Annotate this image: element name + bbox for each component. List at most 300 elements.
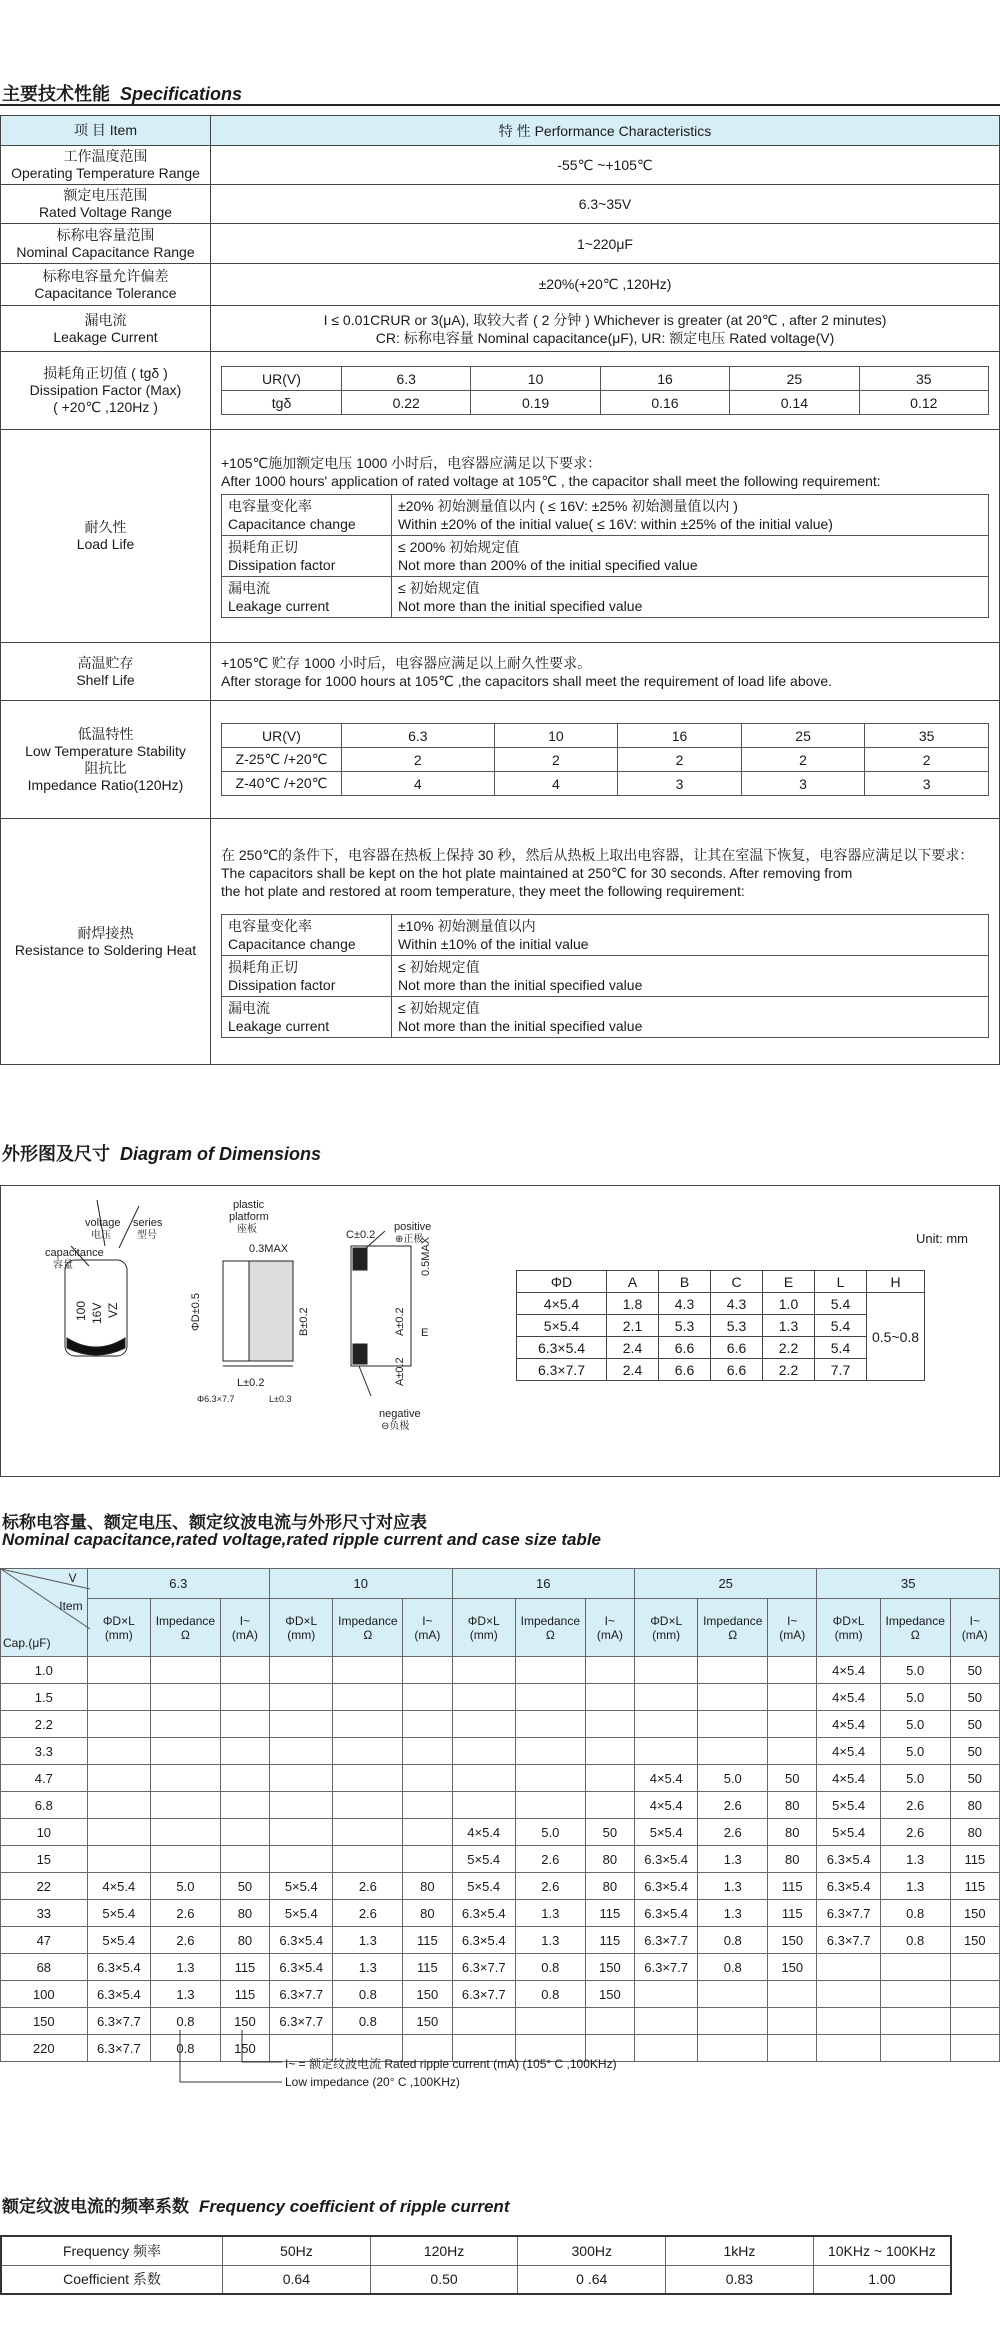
ripple-cell: [151, 1846, 221, 1873]
cap-cell: 3.3: [1, 1738, 88, 1765]
dim-a02b: A±0.2: [394, 1357, 406, 1386]
tol-cn: 标称电容量允许偏差: [42, 267, 169, 284]
dims-title: [2, 1140, 321, 1166]
ripple-cell: [87, 1765, 150, 1792]
subheader-d: ΦD×L (mm): [452, 1599, 515, 1657]
ripple-cell: [634, 1657, 697, 1684]
lts-header-row: [222, 724, 989, 748]
voltage-header: 6.3: [87, 1569, 269, 1599]
shelf-cn: 高温贮存: [77, 654, 134, 671]
ripple-cell: 1.3: [698, 1846, 768, 1873]
temp-en: Operating Temperature Range: [11, 165, 200, 181]
voltage-header: 10: [270, 1569, 452, 1599]
ripple-note-current: I~ = 额定纹波电流 Rated ripple current (mA) (105° C ,100KHz): [285, 2057, 617, 2071]
dimension-cell: 7.7: [815, 1359, 867, 1381]
requirement-key: [222, 955, 392, 996]
ripple-cell: [220, 1765, 269, 1792]
ripple-cell: 4×5.4: [634, 1765, 697, 1792]
ripple-cell: [333, 1711, 403, 1738]
ripple-cell: 2.6: [333, 1873, 403, 1900]
ripple-cell: 80: [768, 1819, 817, 1846]
ripple-cell: [270, 1819, 333, 1846]
df-cn: 损耗角正切值 ( tgδ ): [43, 365, 168, 381]
ripple-cell: [515, 1711, 585, 1738]
ripple-cell: 1.3: [333, 1927, 403, 1954]
freq-cell: 300Hz: [518, 2236, 666, 2265]
ripple-cell: 5.0: [151, 1873, 221, 1900]
dim-b02: B±0.2: [298, 1307, 310, 1336]
ripple-table: [0, 1568, 1000, 2062]
cap-cell: 68: [1, 1954, 88, 1981]
negative-leader: [359, 1366, 371, 1396]
ripple-cell: 1.3: [880, 1873, 950, 1900]
lts-row-40: [222, 772, 989, 796]
spec-row-leak: [1, 306, 1000, 352]
ripple-cell: [333, 1846, 403, 1873]
df-cell: 25: [730, 367, 859, 391]
subheader-imp: Impedance Ω: [151, 1599, 221, 1657]
df-header-row: [222, 367, 989, 391]
ripple-cell: [768, 2035, 817, 2062]
ripple-cell: 50: [950, 1738, 999, 1765]
cap-cell: 100: [1, 1981, 88, 2008]
requirement-value-en: Not more than the initial specified value: [398, 1017, 643, 1034]
ripple-cell: [220, 1738, 269, 1765]
ripple-cell: [403, 1738, 452, 1765]
ripple-cell: 0.8: [698, 1954, 768, 1981]
ripple-cell: [585, 1792, 634, 1819]
ripple-cell: 115: [585, 1927, 634, 1954]
ripple-cell: 1.3: [880, 1846, 950, 1873]
ripple-row: [1, 1792, 1000, 1819]
lts-cn1: 低温特性: [77, 725, 134, 742]
load-intro-en: After 1000 hours' application of rated voltage at 105℃ , the capacitor shall meet the following requirement:: [221, 473, 881, 489]
ripple-cell: 0.8: [151, 2035, 221, 2062]
negative-cn-label: ⊖负极: [381, 1421, 410, 1432]
ripple-cell: [403, 1684, 452, 1711]
ripple-cell: 6.3×7.7: [87, 2008, 150, 2035]
ripple-cell: [585, 1684, 634, 1711]
requirement-value: [392, 495, 989, 536]
dimension-cell: 4.3: [659, 1293, 711, 1315]
ripple-cell: [768, 2008, 817, 2035]
spec-row-cap: [1, 224, 1000, 264]
ripple-cell: [220, 1846, 269, 1873]
dimension-cell: 5×5.4: [517, 1315, 607, 1337]
ripple-cell: 0.8: [333, 1981, 403, 2008]
solder-label: [1, 819, 211, 1065]
ripple-cell: 6.3×5.4: [452, 1900, 515, 1927]
subheader-imp: Impedance Ω: [880, 1599, 950, 1657]
requirement-value-cn: ≤ 200% 初始规定值: [398, 539, 520, 555]
frequency-table: [0, 2235, 952, 2295]
voltage-label: voltage: [85, 1217, 121, 1229]
lts-cell: Z-40℃ /+20℃: [222, 772, 342, 796]
requirement-row: [222, 495, 989, 536]
solder-en: Resistance to Soldering Heat: [14, 941, 197, 958]
ripple-cell: [585, 1738, 634, 1765]
dimension-row: [517, 1315, 925, 1337]
requirement-value-en: Not more than the initial specified value: [398, 598, 643, 614]
requirement-key-cn: 损耗角正切: [228, 539, 298, 555]
ripple-cell: [768, 1711, 817, 1738]
requirement-value-en: Not more than the initial specified value: [398, 976, 643, 993]
requirement-value-cn: ±10% 初始测量值以内: [398, 917, 536, 934]
leak-en: Leakage Current: [53, 328, 158, 345]
ripple-row: [1, 1684, 1000, 1711]
dimension-cell: 5.3: [659, 1315, 711, 1337]
freq-cell: 0.83: [666, 2265, 814, 2294]
ripple-cell: [698, 1738, 768, 1765]
leak-label: [1, 306, 211, 352]
ripple-cell: 115: [220, 1981, 269, 2008]
cap-cell: 47: [1, 1927, 88, 1954]
ripple-cell: [403, 1819, 452, 1846]
ripple-cell: 5.0: [880, 1765, 950, 1792]
dimension-cell: 5.4: [815, 1293, 867, 1315]
ripple-cell: 150: [950, 1900, 999, 1927]
ripple-row: [1, 1657, 1000, 1684]
ripple-cell: [768, 1657, 817, 1684]
dim-e: E: [421, 1327, 429, 1339]
ripple-cell: 1.3: [515, 1927, 585, 1954]
dim-p63: Φ6.3×7.7: [197, 1394, 235, 1404]
requirement-row: [222, 955, 989, 996]
ripple-cell: 6.3×5.4: [87, 1954, 150, 1981]
lts-cell: 3: [865, 772, 989, 796]
requirement-key: [222, 996, 392, 1037]
ripple-cell: 2.6: [515, 1846, 585, 1873]
dim-a02a: A±0.2: [394, 1307, 406, 1336]
capacitor-negative-band: [67, 1338, 125, 1355]
ripple-cell: 50: [950, 1765, 999, 1792]
cap-cell: 33: [1, 1900, 88, 1927]
requirement-value-cn: ≤ 初始规定值: [398, 999, 480, 1016]
dimension-header-cell: B: [659, 1271, 711, 1293]
df-value: [211, 352, 1000, 430]
freq-cell: 0 .64: [518, 2265, 666, 2294]
platform-label: platform: [229, 1211, 269, 1223]
ripple-cell: 2.6: [333, 1900, 403, 1927]
df-cell: 16: [600, 367, 729, 391]
dim-l02: L±0.2: [237, 1377, 265, 1389]
dimension-cell: 2.4: [607, 1337, 659, 1359]
ripple-cell: [151, 1738, 221, 1765]
requirement-key-cn: 电容量变化率: [228, 917, 312, 934]
ripple-cell: 80: [768, 1792, 817, 1819]
spec-table: [0, 115, 1000, 1065]
load-intro-cn: +105℃施加额定电压 1000 小时后，电容器应满足以下要求：: [221, 455, 602, 471]
dimension-table: [516, 1270, 925, 1381]
df-en2: ( +20℃ ,120Hz ): [53, 399, 158, 415]
voltage-en: Rated Voltage Range: [38, 204, 173, 220]
ripple-cell: [950, 2035, 999, 2062]
voltage-header: 25: [634, 1569, 816, 1599]
coefficient-row: [1, 2265, 951, 2294]
cap-value: 1~220μF: [211, 224, 1000, 264]
lts-cell: 4: [342, 772, 495, 796]
leak-cn: 漏电流: [84, 311, 127, 328]
dim-c02: C±0.2: [346, 1229, 376, 1241]
ripple-cell: 2.6: [515, 1873, 585, 1900]
lts-cell: 4: [494, 772, 618, 796]
df-cell: 0.22: [342, 391, 471, 415]
ripple-cell: [220, 1819, 269, 1846]
ripple-cell: 6.3×7.7: [634, 1954, 697, 1981]
ripple-row: [1, 1900, 1000, 1927]
ripple-cell: 150: [403, 2008, 452, 2035]
ripple-cell: 115: [768, 1873, 817, 1900]
ripple-cell: 150: [585, 1954, 634, 1981]
ripple-cell: 5.0: [880, 1657, 950, 1684]
positive-terminal: [353, 1248, 367, 1270]
df-cell: UR(V): [222, 367, 342, 391]
dimension-cell: 6.3×5.4: [517, 1337, 607, 1359]
series-marking: VZ: [106, 1302, 120, 1318]
ripple-cell: 1.3: [698, 1900, 768, 1927]
ripple-cell: 1.3: [151, 1954, 221, 1981]
freq-cell: Frequency 频率: [1, 2236, 223, 2265]
platform-cn-label: 座板: [237, 1224, 257, 1235]
ripple-cell: [880, 1981, 950, 2008]
dimension-header-cell: A: [607, 1271, 659, 1293]
ripple-cell: [950, 1954, 999, 1981]
lts-en2: Impedance Ratio(120Hz): [27, 776, 184, 793]
ripple-cell: 80: [220, 1900, 269, 1927]
subheader-imp: Impedance Ω: [515, 1599, 585, 1657]
dimension-cell: 4×5.4: [517, 1293, 607, 1315]
ripple-row: [1, 1927, 1000, 1954]
load-requirements: [221, 494, 989, 618]
dims-title-en: Diagram of Dimensions: [120, 1144, 322, 1164]
cap-cn: 标称电容量范围: [56, 226, 155, 243]
dimension-row: [517, 1337, 925, 1359]
lts-cell: 16: [618, 724, 742, 748]
ripple-cell: [87, 1684, 150, 1711]
lts-cell: 2: [741, 748, 865, 772]
load-value: [211, 430, 1000, 643]
ripple-cell: 115: [950, 1846, 999, 1873]
ripple-cell: 0.8: [880, 1900, 950, 1927]
ripple-cell: 115: [768, 1900, 817, 1927]
ripple-cell: [151, 1765, 221, 1792]
freq-title-cn: 额定纹波电流的频率系数: [2, 2197, 189, 2216]
cap-en: Nominal Capacitance Range: [16, 243, 195, 260]
ripple-cell: 6.3×5.4: [634, 1846, 697, 1873]
subheader-d: ΦD×L (mm): [270, 1599, 333, 1657]
requirement-value-cn: ≤ 初始规定值: [398, 580, 480, 596]
ripple-cell: [87, 1711, 150, 1738]
df-cell: 0.14: [730, 391, 859, 415]
ripple-cell: 2.6: [880, 1792, 950, 1819]
ripple-corner: [1, 1569, 88, 1657]
requirement-key: [222, 495, 392, 536]
ripple-cell: 6.3×5.4: [634, 1900, 697, 1927]
dimension-cell: 6.6: [659, 1337, 711, 1359]
ripple-cell: [151, 1819, 221, 1846]
ripple-cell: 50: [950, 1657, 999, 1684]
requirement-key-en: Leakage current: [228, 598, 330, 614]
dimension-header-cell: E: [763, 1271, 815, 1293]
ripple-title-en: Nominal capacitance,rated voltage,rated ripple current and case size table: [2, 1530, 601, 1549]
ripple-cell: [87, 1792, 150, 1819]
freq-cell: 0.50: [370, 2265, 518, 2294]
ripple-cell: 5×5.4: [270, 1900, 333, 1927]
ripple-cell: [333, 1657, 403, 1684]
ripple-cell: [403, 1846, 452, 1873]
subheader-imp: Impedance Ω: [333, 1599, 403, 1657]
requirement-key-en: Capacitance change: [228, 516, 356, 532]
ripple-cell: [634, 1684, 697, 1711]
ripple-cell: [880, 2008, 950, 2035]
requirement-key-en: Capacitance change: [228, 935, 356, 952]
ripple-cell: [634, 1738, 697, 1765]
spec-row-temp: [1, 146, 1000, 185]
ripple-cell: 6.3×5.4: [87, 1981, 150, 2008]
shelf-value: [211, 643, 1000, 701]
voltage-header: 16: [452, 1569, 634, 1599]
shelf-line-en: After storage for 1000 hours at 105℃ ,the capacitors shall meet the requirement of load life above.: [221, 672, 833, 689]
lts-table: [221, 723, 989, 796]
requirement-value-cn: ±20% 初始测量值以内 ( ≤ 16V: ±25% 初始测量值以内 ): [398, 498, 738, 514]
load-cn: 耐久性: [84, 519, 127, 535]
cap-cell: 10: [1, 1819, 88, 1846]
ripple-cell: [768, 1981, 817, 2008]
requirement-value-en: Within ±10% of the initial value: [398, 935, 589, 952]
ripple-cell: 80: [403, 1873, 452, 1900]
ripple-row: [1, 1765, 1000, 1792]
ripple-cell: [87, 1846, 150, 1873]
dimension-cell: 5.4: [815, 1337, 867, 1359]
lts-cell: Z-25℃ /+20℃: [222, 748, 342, 772]
solder-intro-en2: the hot plate and restored at room temperature, they meet the following requirement:: [221, 882, 745, 899]
ripple-cell: 150: [403, 1981, 452, 2008]
ripple-cell: 6.3×5.4: [634, 1873, 697, 1900]
dimension-cell: 2.1: [607, 1315, 659, 1337]
ripple-voltage-row: [1, 1569, 1000, 1599]
ripple-cell: 6.3×7.7: [452, 1981, 515, 2008]
ripple-cell: 6.3×7.7: [452, 1954, 515, 1981]
ripple-cell: 2.6: [698, 1792, 768, 1819]
dimension-cell: 2.4: [607, 1359, 659, 1381]
ripple-cell: 115: [220, 1954, 269, 1981]
ripple-cell: 6.3×5.4: [817, 1873, 880, 1900]
temp-label: [1, 146, 211, 185]
ripple-cell: 5.0: [880, 1738, 950, 1765]
dimension-panel: [0, 1185, 1000, 1477]
ripple-cell: 0.8: [333, 2008, 403, 2035]
load-label: [1, 430, 211, 643]
ripple-cell: 1.3: [151, 1981, 221, 2008]
spec-row-load: [1, 430, 1000, 643]
ripple-cell: 6.3×5.4: [817, 1846, 880, 1873]
ripple-cell: 6.3×7.7: [817, 1900, 880, 1927]
dimension-cell: 6.6: [711, 1359, 763, 1381]
ripple-cell: [950, 1981, 999, 2008]
spec-row-tol: [1, 264, 1000, 306]
ripple-cell: [452, 1765, 515, 1792]
ripple-cell: 1.3: [698, 1873, 768, 1900]
ripple-cell: [270, 1711, 333, 1738]
dimension-cell: 1.8: [607, 1293, 659, 1315]
ripple-row: [1, 1954, 1000, 1981]
ripple-cell: [151, 1792, 221, 1819]
dimension-cell: 2.2: [763, 1337, 815, 1359]
lts-cell: 2: [342, 748, 495, 772]
voltage-cn: 额定电压范围: [63, 187, 148, 203]
ripple-cell: [270, 1657, 333, 1684]
requirement-value-en: Not more than 200% of the initial specified value: [398, 557, 698, 573]
tol-value: ±20%(+20℃ ,120Hz): [211, 264, 1000, 306]
lts-cell: 2: [618, 748, 742, 772]
ripple-cell: 80: [950, 1792, 999, 1819]
lts-en1: Low Temperature Stability: [25, 742, 186, 759]
spec-row-shelf: [1, 643, 1000, 701]
solder-intro-cn: 在 250℃的条件下，电容器在热板上保持 30 秒，然后从热板上取出电容器，让其在室温下恢复，电容器应满足以下要求：: [221, 846, 974, 863]
ripple-cell: 115: [950, 1873, 999, 1900]
ripple-cell: 4×5.4: [87, 1873, 150, 1900]
freq-title-en: Frequency coefficient of ripple current: [199, 2197, 510, 2216]
ripple-cell: 115: [403, 1927, 452, 1954]
ripple-cell: [698, 2008, 768, 2035]
ripple-cell: [515, 1684, 585, 1711]
ripple-cell: [698, 2035, 768, 2062]
cap-marking: 100: [74, 1300, 88, 1321]
cap-cell: 1.5: [1, 1684, 88, 1711]
ripple-cell: [817, 2035, 880, 2062]
ripple-cell: 0.8: [151, 2008, 221, 2035]
freq-cell: 0.64: [223, 2265, 371, 2294]
ripple-cell: [768, 1684, 817, 1711]
requirement-key-en: Leakage current: [228, 1017, 330, 1034]
ripple-cell: 2.6: [151, 1900, 221, 1927]
solder-intro-en1: The capacitors shall be kept on the hot plate maintained at 250℃ for 30 seconds. After removing from: [221, 864, 853, 881]
dimension-cell: 6.3×7.7: [517, 1359, 607, 1381]
ripple-cell: 5.0: [515, 1819, 585, 1846]
ripple-cell: 6.3×5.4: [452, 1927, 515, 1954]
temp-cn: 工作温度范围: [63, 148, 148, 164]
ripple-cell: [403, 1765, 452, 1792]
requirement-value: [392, 914, 989, 955]
subheader-i: I~ (mA): [768, 1599, 817, 1657]
dim-03max: 0.3MAX: [249, 1243, 289, 1255]
cap-label: [1, 224, 211, 264]
ripple-cell: [880, 2035, 950, 2062]
ripple-cell: 4×5.4: [634, 1792, 697, 1819]
ripple-cell: 5×5.4: [87, 1900, 150, 1927]
ripple-cell: 50: [950, 1711, 999, 1738]
negative-label: negative: [379, 1408, 421, 1420]
ripple-cell: 5×5.4: [634, 1819, 697, 1846]
spec-row-df: [1, 352, 1000, 430]
cap-cell: 150: [1, 2008, 88, 2035]
capacitor-side-platform: [249, 1261, 293, 1361]
ripple-cell: 80: [950, 1819, 999, 1846]
freq-title: [2, 2192, 509, 2217]
ripple-cell: 2.6: [151, 1927, 221, 1954]
requirement-row: [222, 577, 989, 618]
freq-cell: 120Hz: [370, 2236, 518, 2265]
ripple-cell: 115: [403, 1954, 452, 1981]
ripple-cell: [220, 1711, 269, 1738]
lts-cell: 2: [865, 748, 989, 772]
ripple-cell: [515, 1738, 585, 1765]
ripple-cell: 5.0: [880, 1711, 950, 1738]
freq-cell: 1.00: [813, 2265, 951, 2294]
df-values-row: [222, 391, 989, 415]
dimension-header-cell: L: [815, 1271, 867, 1293]
capacitance-label: capacitance: [45, 1247, 104, 1259]
